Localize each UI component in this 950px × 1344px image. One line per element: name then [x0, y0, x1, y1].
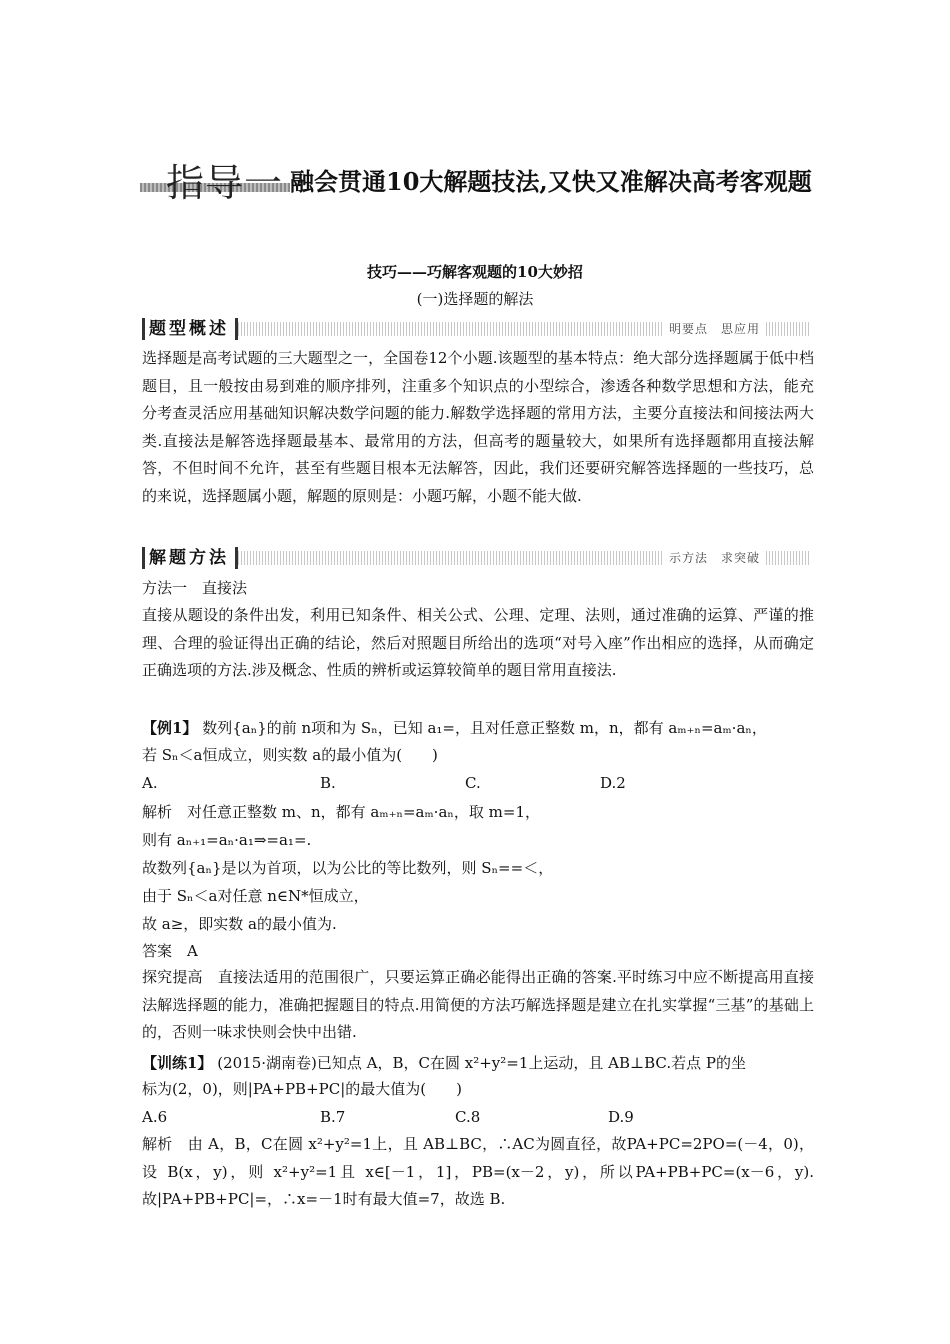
example-text: 数列{aₙ}的前 n项和为 Sₙ，已知 a₁=，且对任意正整数 m，n，都有 aₘ₊ₙ=aₘ·aₙ， — [202, 719, 767, 737]
main-title: 技巧——巧解客观题的10大妙招 — [367, 263, 583, 281]
method-paragraph: 直接从题设的条件出发，利用已知条件、相关公式、公理、定理、法则，通过准确的运算、严谨的推理、合理的验证得出正确的结论，然后对照题目所给出的选项“对号入座”作出相应的选择，从而确定正确选项的方法.涉及概念、性质的辨析或运算较简单的题目常用直接法. — [142, 606, 814, 679]
option-b: B. — [320, 774, 336, 792]
option-c: C. — [465, 774, 481, 792]
solution-line: 故数列{aₙ}是以为首项，以为公比的等比数列，则 Sₙ==＜， — [142, 859, 554, 877]
sub-title: (一)选择题的解法 — [416, 290, 534, 308]
section-tagline: 示方法 求突破 — [663, 549, 766, 567]
solution-line: 由于 Sₙ＜a对任意 n∈N*恒成立， — [142, 887, 369, 905]
solution-line: 解析 对任意正整数 m、n，都有 aₘ₊ₙ=aₘ·aₙ，取 m=1， — [142, 803, 540, 821]
training-line — [142, 1050, 814, 1076]
explore-paragraph: 探究提高 直接法适用的范围很广，只要运算正确必能得出正确的答案.平时练习中应不断提高用直接法解选择题的能力，准确把握题目的特点.用简便的方法巧解选择题是建立在扎实掌握“三基”的基础上的，否则一味求快则会快中出错. — [142, 968, 814, 1041]
section-label: 题型概述 — [142, 318, 238, 340]
training-line-2: 标为(2，0)，则|PA+PB+PC|的最大值为( ) — [142, 1080, 462, 1098]
chapter-banner — [140, 150, 820, 210]
option-b: B.7 — [320, 1108, 346, 1126]
option-d: D.9 — [608, 1108, 634, 1126]
section-tagline: 明要点 思应用 — [663, 320, 766, 338]
chapter-title: 融会贯通10大解题技法,又快又准解决高考客观题 — [290, 167, 812, 196]
option-a: A.6 — [142, 1108, 168, 1126]
section-header-methods — [142, 547, 810, 569]
section-label: 解题方法 — [142, 547, 238, 569]
training-tag: 【训练1】 — [142, 1054, 213, 1072]
answer-line: 答案 A — [142, 942, 198, 960]
training-solution: 解析 由 A，B，C在圆 x²+y²=1上，且 AB⊥BC，∴AC为圆直径，故PA+PC=2PO=(－4，0)，设 B(x，y)，则 x²+y²=1且 x∈[－1，1]，PB=(x－2，y)，所以PA+PB+PC=(x－6，y).故|PA+PB+PC|=，∴x=－1时有最大值=7，故选 B. — [142, 1135, 814, 1208]
banner-guide-label: 指导一 — [166, 161, 284, 205]
solution-line: 则有 aₙ₊₁=aₙ·a₁⇒=a₁=. — [142, 831, 312, 849]
solution-line: 故 a≥，即实数 a的最小值为. — [142, 915, 337, 933]
training-text: (2015·湖南卷)已知点 A，B，C在圆 x²+y²=1上运动，且 AB⊥BC.若点 P的坐 — [217, 1054, 746, 1072]
example-line — [142, 715, 814, 741]
option-a: A. — [142, 774, 158, 792]
option-d: D.2 — [600, 774, 626, 792]
overview-paragraph: 选择题是高考试题的三大题型之一，全国卷12个小题.该题型的基本特点：绝大部分选择题属于低中档题目，且一般按由易到难的顺序排列，注重多个知识点的小型综合，渗透各种数学思想和方法，能充分考查灵活应用基础知识解决数学问题的能力.解数学选择题的常用方法，主要分直接法和间接法两大类.直接法是解答选择题最基本、最常用的方法，但高考的题量较大，如果所有选择题都用直接法解答，不但时间不允许，甚至有些题目根本无法解答，因此，我们还要研究解答选择题的一些技巧，总的来说，选择题属小题，解题的原则是：小题巧解，小题不能大做. — [142, 349, 814, 505]
option-c: C.8 — [455, 1108, 481, 1126]
section-header-overview — [142, 318, 810, 340]
method-title: 方法一 直接法 — [142, 579, 248, 597]
example-tag: 【例1】 — [142, 719, 198, 737]
example-line-2: 若 Sₙ＜a恒成立，则实数 a的最小值为( ) — [142, 746, 438, 764]
